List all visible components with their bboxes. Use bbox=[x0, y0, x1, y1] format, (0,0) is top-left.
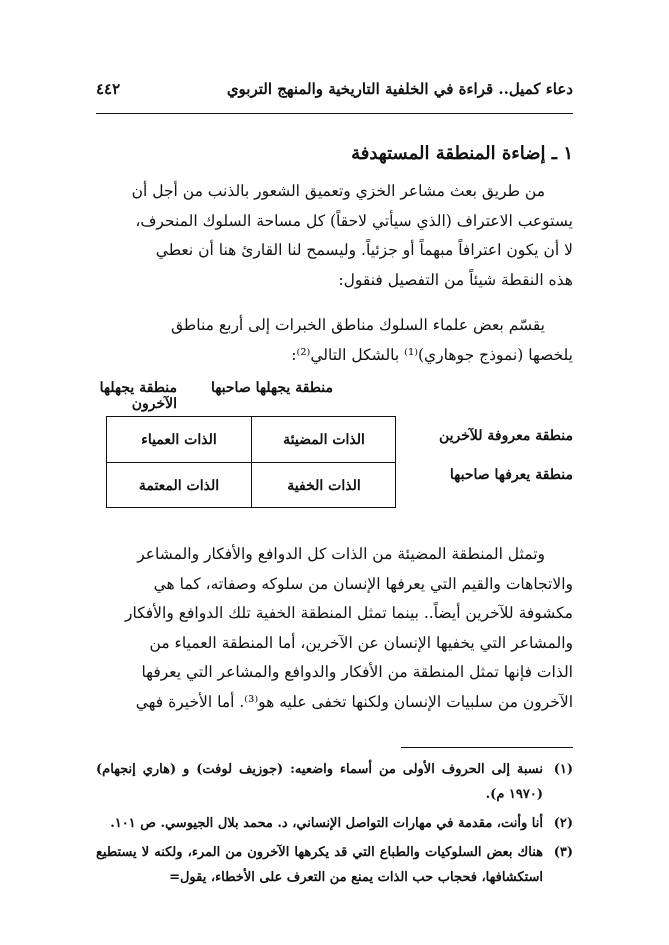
footnote-number: (٣) bbox=[553, 845, 573, 860]
paragraph-3-line: الذات فإنها تمثل المنطقة من الأفكار والدوافع والمشاعر التي يعرفها bbox=[141, 663, 573, 681]
paragraph-3-line: مكشوفة للآخرين أيضاً.. بينما تمثل المنطقة الخفية تلك الدوافع والأفكار bbox=[125, 604, 573, 622]
cell-open-self: الذات المضيئة bbox=[283, 431, 365, 448]
cell-blind-self: الذات العمياء bbox=[141, 431, 217, 448]
johari-row-known-to-others: منطقة معروفة للآخرين bbox=[438, 428, 573, 444]
footnote-divider bbox=[401, 747, 573, 748]
paragraph-3 bbox=[96, 540, 573, 717]
footnote-number: (١) bbox=[553, 762, 573, 777]
footnote-text: أنا وأنت، مقدمة في مهارات التواصل الإنساني، د. محمد بلال الجيوسي. ص ١٠١. bbox=[110, 816, 543, 831]
running-title: دعاء كميل.. قراءة في الخلفية التاريخية والمنهج التربوي bbox=[226, 80, 573, 98]
paragraph-1-line: يستوعب الاعتراف (الذي سيأتي لاحقاً) كل مساحة السلوك المنحرف، bbox=[135, 211, 573, 230]
footnote-number: (٢) bbox=[553, 816, 573, 831]
johari-col-unknown-to-self: منطقة يجهلها الآخرون bbox=[99, 380, 177, 412]
johari-row-known-to-self: منطقة يعرفها صاحبها bbox=[449, 467, 573, 483]
paragraph-1-line: هذه النقطة شيئاً من التفصيل فنقول: bbox=[338, 270, 573, 289]
cell-hidden-self: الذات الخفية bbox=[287, 477, 361, 494]
footnote-text: نسبة إلى الحروف الأولى من أسماء واضعيه: (جوزيف لوفت) و (هاري إنجهام) (١٩٧٠ م). bbox=[96, 762, 543, 802]
johari-window-table bbox=[106, 416, 396, 508]
header-divider bbox=[96, 113, 573, 114]
footnote bbox=[96, 757, 573, 807]
paragraph-3-line: الآخرون من سلبيات الإنسان ولكنها تخفى عليه هو⁽³⁾. أما الأخيرة فهي bbox=[135, 692, 573, 711]
running-header bbox=[96, 76, 573, 102]
paragraph-1-line: من طريق بعث مشاعر الخزي وتعميق الشعور بالذنب من أجل أن bbox=[131, 182, 545, 200]
paragraph-3-line: والمشاعر التي يخفيها الإنسان عن الآخرين، أما المنطقة العمياء من bbox=[149, 633, 573, 652]
footnote bbox=[96, 840, 573, 890]
paragraph-2-line: يقسّم بعض علماء السلوك مناطق الخبرات إلى أربع مناطق bbox=[170, 316, 545, 334]
section-heading: ١ ـ إضاءة المنطقة المستهدفة bbox=[351, 143, 573, 164]
footnotes bbox=[96, 757, 573, 890]
paragraph-3-line: والاتجاهات والقيم التي يعرفها الإنسان من سلوكه وصفاته، كما هي bbox=[153, 574, 573, 593]
page-number: ٤٤٢ bbox=[96, 80, 121, 98]
johari-col-known-to-self: منطقة يجهلها صاحبها bbox=[210, 380, 333, 396]
paragraph-1 bbox=[96, 177, 573, 295]
johari-column-headers bbox=[96, 380, 573, 412]
paragraph-1-line: لا أن يكون اعترافاً مبهماً أو جزئياً. وليسمح لنا القارئ هنا أن نعطي bbox=[155, 241, 573, 259]
footnote bbox=[96, 811, 573, 836]
paragraph-2-line: يلخصها (نموذج جوهاري)⁽¹⁾ بالشكل التالي⁽²⁾: bbox=[291, 345, 573, 364]
footnote-text: هناك بعض السلوكيات والطباع التي قد يكرهها الآخرون من المرء، ولكنه لا يستطيع استكشافها، فحجاب حب الذات يمنع من التعرف على الأخطاء، يقول= bbox=[96, 845, 543, 885]
paragraph-3-line: وتمثل المنطقة المضيئة من الذات كل الدوافع والأفكار والمشاعر bbox=[137, 545, 545, 563]
paragraph-2 bbox=[96, 311, 573, 370]
cell-unknown-self: الذات المعتمة bbox=[138, 477, 220, 494]
